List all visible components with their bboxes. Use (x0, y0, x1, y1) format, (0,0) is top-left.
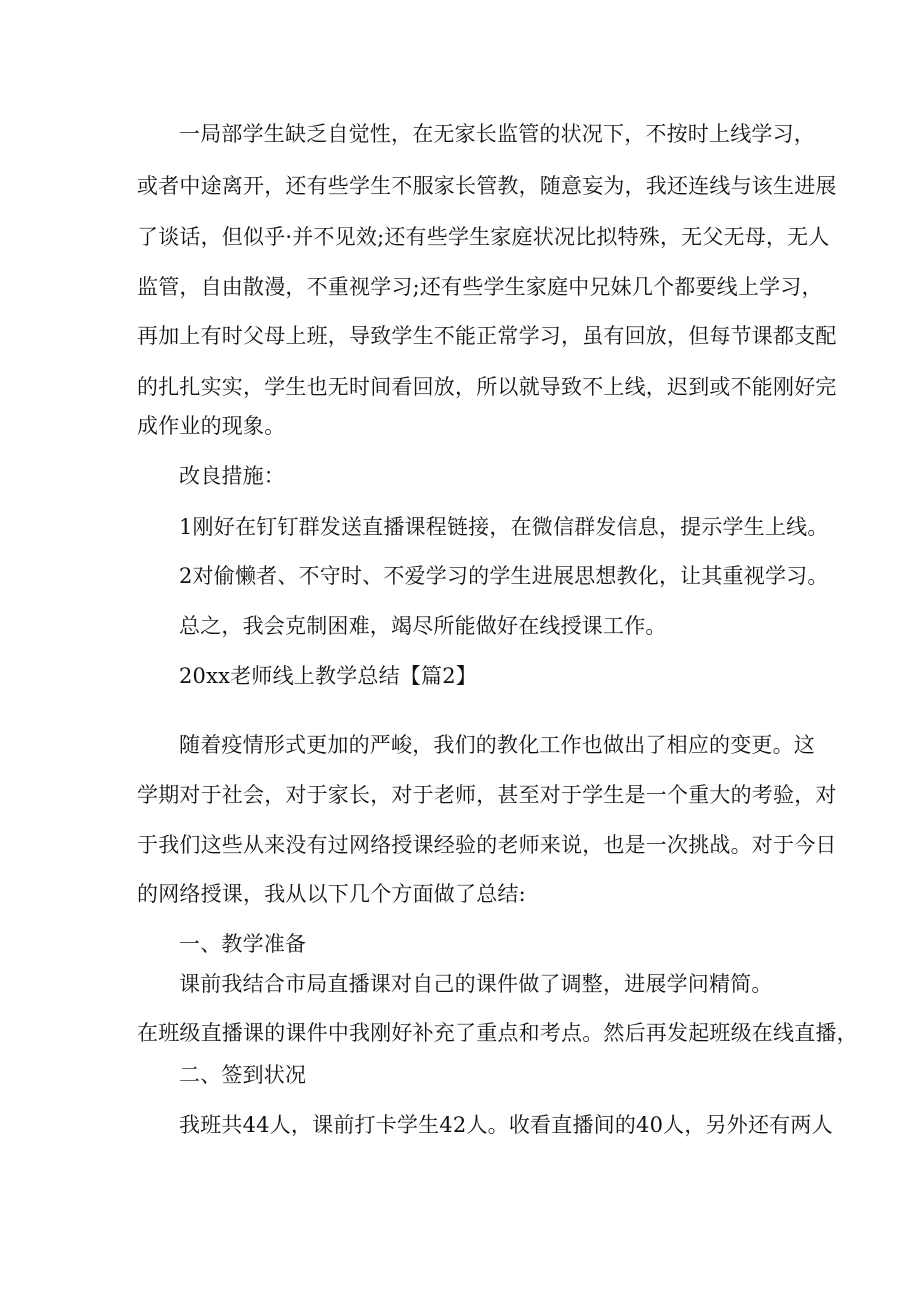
measure-item-2: 2对偷懒者、不守时、不爱学习的学生进展思想教化，让其重视学习。 (179, 564, 829, 588)
conclusion-text: 总之，我会克制困难，竭尽所能做好在线授课工作。 (179, 614, 667, 638)
paragraph-line: 学期对于社会，对于家长，对于老师，甚至对于学生是一个重大的考验，对 (137, 783, 837, 807)
paragraph-line: 了谈话，但似乎·并不见效;还有些学生家庭状况比拟特殊，无父无母，无人 (137, 225, 830, 249)
paragraph-line: 我班共44人，课前打卡学生42人。收看直播间的40人，另外还有两人 (179, 1113, 833, 1137)
paragraph-line: 在班级直播课的课件中我刚好补充了重点和考点。然后再发起班级在线直播， (137, 1021, 858, 1045)
paragraph-line: 一局部学生缺乏自觉性，在无家长监管的状况下，不按时上线学习， (179, 122, 815, 146)
paragraph-line: 的网络授课，我从以下几个方面做了总结: (137, 882, 526, 906)
measure-item-1: 1刚好在钉钉群发送直播课程链接，在微信群发信息，提示学生上线。 (179, 515, 829, 539)
paragraph-line: 的扎扎实实，学生也无时间看回放，所以就导致不上线，迟到或不能刚好完 (137, 375, 837, 399)
paragraph-line: 课前我结合市局直播课对自己的课件做了调整，进展学问精简。 (179, 972, 773, 996)
subheading-teaching-prep: 一、教学准备 (179, 932, 307, 956)
improvement-heading: 改良措施： (179, 464, 285, 488)
paragraph-line: 随着疫情形式更加的严峻，我们的教化工作也做出了相应的变更。这 (179, 733, 815, 757)
paragraph-line: 监管，自由散漫，不重视学习;还有些学生家庭中兄妹几个都要线上学习， (137, 275, 823, 299)
paragraph-line: 于我们这些从来没有过网络授课经验的老师来说，也是一次挑战。对于今日 (137, 833, 837, 857)
paragraph-line: 再加上有时父母上班，导致学生不能正常学习，虽有回放，但每节课都支配 (137, 324, 837, 348)
subheading-attendance: 二、签到状况 (179, 1063, 307, 1087)
paragraph-line: 或者中途离开，还有些学生不服家长管教，随意妄为，我还连线与该生进展 (137, 174, 837, 198)
paragraph-line: 成作业的现象。 (137, 414, 286, 438)
section-title: 20xx老师线上教学总结【篇2】 (179, 664, 477, 688)
